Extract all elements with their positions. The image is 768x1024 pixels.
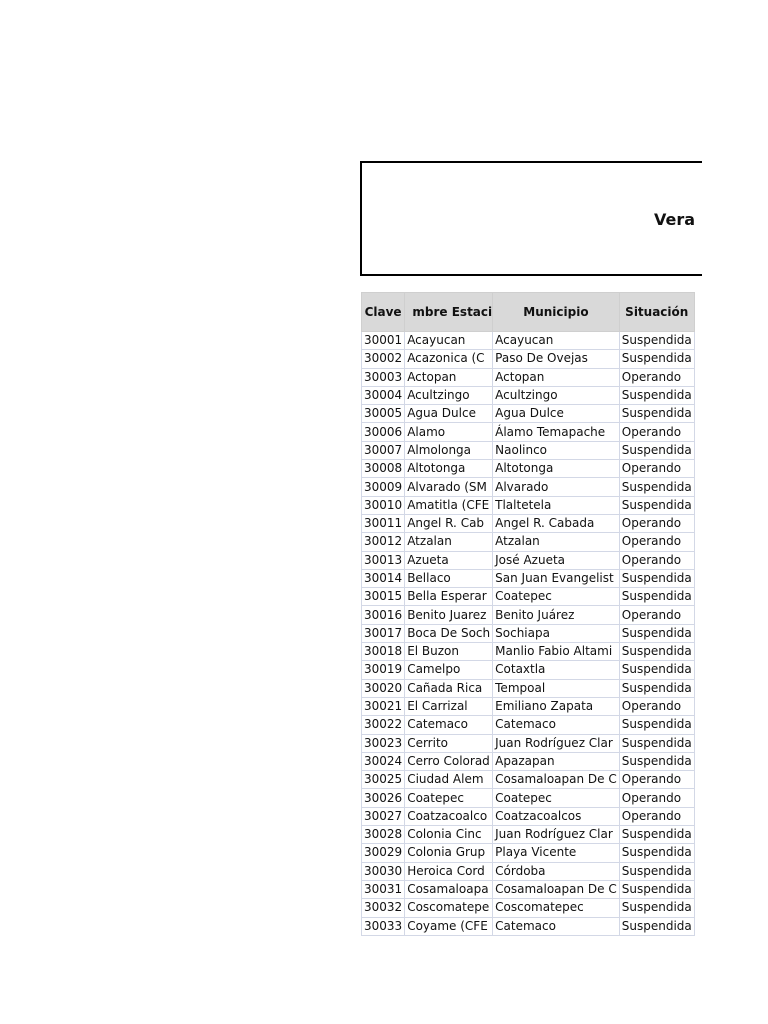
cell-situacion: Suspendida [619, 917, 694, 935]
cell-situacion: Suspendida [619, 496, 694, 514]
cell-nombre-estacion: Cerrito [405, 734, 493, 752]
cell-nombre-estacion: Bella Esperar [405, 588, 493, 606]
table-row [362, 807, 695, 825]
cell-nombre-estacion: Bellaco [405, 569, 493, 587]
cell-municipio: Sochiapa [493, 624, 620, 642]
cell-municipio: Emiliano Zapata [493, 697, 620, 715]
cell-municipio: Actopan [493, 368, 620, 386]
cell-clave: 30015 [362, 588, 405, 606]
cell-situacion: Operando [619, 533, 694, 551]
table-row [362, 386, 695, 404]
cell-nombre-estacion: Acayucan [405, 332, 493, 350]
cell-nombre-estacion: Benito Juarez [405, 606, 493, 624]
cell-municipio: Cotaxtla [493, 661, 620, 679]
cell-nombre-estacion: Coatepec [405, 789, 493, 807]
table-row [362, 350, 695, 368]
cell-clave: 30005 [362, 405, 405, 423]
table-row [362, 441, 695, 459]
cell-municipio: Córdoba [493, 862, 620, 880]
stations-table [361, 292, 695, 936]
cell-clave: 30012 [362, 533, 405, 551]
cell-nombre-estacion: Colonia Grup [405, 844, 493, 862]
cell-nombre-estacion: Cosamaloapa [405, 880, 493, 898]
cell-municipio: Coatepec [493, 789, 620, 807]
cell-nombre-estacion: Heroica Cord [405, 862, 493, 880]
cell-clave: 30033 [362, 917, 405, 935]
cell-situacion: Operando [619, 368, 694, 386]
cell-nombre-estacion: Catemaco [405, 716, 493, 734]
cell-municipio: Coatepec [493, 588, 620, 606]
table-row [362, 880, 695, 898]
cell-situacion: Suspendida [619, 441, 694, 459]
cell-nombre-estacion: Amatitla (CFE [405, 496, 493, 514]
col-header-clave: Clave [362, 293, 405, 332]
cell-clave: 30020 [362, 679, 405, 697]
table-row [362, 697, 695, 715]
cell-municipio: Acultzingo [493, 386, 620, 404]
cell-clave: 30004 [362, 386, 405, 404]
table-row [362, 423, 695, 441]
cell-municipio: Playa Vicente [493, 844, 620, 862]
cell-clave: 30026 [362, 789, 405, 807]
cell-clave: 30002 [362, 350, 405, 368]
title-box [360, 161, 702, 276]
cell-situacion: Operando [619, 807, 694, 825]
cell-situacion: Operando [619, 551, 694, 569]
cell-municipio: Manlio Fabio Altami [493, 643, 620, 661]
col-header-situacion: Situación [619, 293, 694, 332]
cell-nombre-estacion: Almolonga [405, 441, 493, 459]
cell-municipio: Álamo Temapache [493, 423, 620, 441]
table-row [362, 679, 695, 697]
cell-municipio: Benito Juárez [493, 606, 620, 624]
table-row [362, 460, 695, 478]
cell-clave: 30001 [362, 332, 405, 350]
cell-nombre-estacion: Alamo [405, 423, 493, 441]
table-row [362, 716, 695, 734]
table-row [362, 588, 695, 606]
table-row [362, 917, 695, 935]
cell-municipio: Apazapan [493, 752, 620, 770]
table-row [362, 624, 695, 642]
table-row [362, 551, 695, 569]
cell-municipio: Tlaltetela [493, 496, 620, 514]
cell-nombre-estacion: Alvarado (SM [405, 478, 493, 496]
cell-nombre-estacion: Atzalan [405, 533, 493, 551]
cell-situacion: Suspendida [619, 844, 694, 862]
cell-situacion: Suspendida [619, 405, 694, 423]
cell-nombre-estacion: Acazonica (C [405, 350, 493, 368]
cell-nombre-estacion: Boca De Soch [405, 624, 493, 642]
cell-clave: 30027 [362, 807, 405, 825]
cell-situacion: Operando [619, 423, 694, 441]
cell-nombre-estacion: Cerro Colorad [405, 752, 493, 770]
table-row [362, 899, 695, 917]
cell-municipio: Cosamaloapan De C [493, 880, 620, 898]
cell-clave: 30024 [362, 752, 405, 770]
table-row [362, 661, 695, 679]
cell-municipio: Catemaco [493, 917, 620, 935]
cell-clave: 30009 [362, 478, 405, 496]
cell-situacion: Operando [619, 789, 694, 807]
cell-clave: 30019 [362, 661, 405, 679]
cell-clave: 30008 [362, 460, 405, 478]
cell-nombre-estacion: Azueta [405, 551, 493, 569]
cell-situacion: Suspendida [619, 862, 694, 880]
cell-nombre-estacion: Actopan [405, 368, 493, 386]
cell-situacion: Suspendida [619, 569, 694, 587]
cell-situacion: Suspendida [619, 661, 694, 679]
cell-situacion: Suspendida [619, 332, 694, 350]
table-row [362, 496, 695, 514]
cell-situacion: Suspendida [619, 588, 694, 606]
cell-clave: 30016 [362, 606, 405, 624]
table-row [362, 405, 695, 423]
table-header-row [362, 293, 695, 332]
table-row [362, 752, 695, 770]
cell-clave: 30023 [362, 734, 405, 752]
cell-clave: 30018 [362, 643, 405, 661]
cell-municipio: Alvarado [493, 478, 620, 496]
cell-municipio: Juan Rodríguez Clar [493, 826, 620, 844]
cell-nombre-estacion: Coscomatepe [405, 899, 493, 917]
cell-municipio: Atzalan [493, 533, 620, 551]
cell-clave: 30007 [362, 441, 405, 459]
table-row [362, 844, 695, 862]
cell-situacion: Suspendida [619, 899, 694, 917]
cell-municipio: Agua Dulce [493, 405, 620, 423]
cell-situacion: Suspendida [619, 826, 694, 844]
table-body [362, 332, 695, 936]
cell-clave: 30028 [362, 826, 405, 844]
table-row [362, 478, 695, 496]
cell-situacion: Suspendida [619, 386, 694, 404]
cell-municipio: Acayucan [493, 332, 620, 350]
cell-municipio: Catemaco [493, 716, 620, 734]
table-row [362, 332, 695, 350]
cell-nombre-estacion: Ciudad Alem [405, 771, 493, 789]
cell-municipio: Coscomatepec [493, 899, 620, 917]
table-row [362, 826, 695, 844]
cell-situacion: Operando [619, 460, 694, 478]
cell-nombre-estacion: Coyame (CFE [405, 917, 493, 935]
cell-municipio: Coatzacoalcos [493, 807, 620, 825]
table-row [362, 533, 695, 551]
table-row [362, 771, 695, 789]
cell-nombre-estacion: Acultzingo [405, 386, 493, 404]
cell-municipio: Juan Rodríguez Clar [493, 734, 620, 752]
cell-situacion: Suspendida [619, 478, 694, 496]
cell-clave: 30013 [362, 551, 405, 569]
cell-situacion: Suspendida [619, 679, 694, 697]
cell-situacion: Suspendida [619, 624, 694, 642]
cell-situacion: Suspendida [619, 350, 694, 368]
cell-situacion: Suspendida [619, 643, 694, 661]
cell-situacion: Operando [619, 606, 694, 624]
cell-nombre-estacion: Coatzacoalco [405, 807, 493, 825]
cell-nombre-estacion: Camelpo [405, 661, 493, 679]
cell-municipio: José Azueta [493, 551, 620, 569]
cell-situacion: Operando [619, 771, 694, 789]
cell-municipio: Naolinco [493, 441, 620, 459]
cell-situacion: Suspendida [619, 734, 694, 752]
cell-nombre-estacion: Cañada Rica [405, 679, 493, 697]
cell-nombre-estacion: El Carrizal [405, 697, 493, 715]
cell-municipio: San Juan Evangelist [493, 569, 620, 587]
table-row [362, 569, 695, 587]
cell-clave: 30006 [362, 423, 405, 441]
sheet-viewport [360, 0, 696, 1024]
table-row [362, 368, 695, 386]
cell-nombre-estacion: Angel R. Cab [405, 514, 493, 532]
table-row [362, 606, 695, 624]
table-row [362, 789, 695, 807]
page-title: Vera [654, 210, 696, 229]
cell-situacion: Operando [619, 514, 694, 532]
cell-clave: 30029 [362, 844, 405, 862]
cell-clave: 30032 [362, 899, 405, 917]
cell-situacion: Suspendida [619, 752, 694, 770]
cell-nombre-estacion: Altotonga [405, 460, 493, 478]
cell-clave: 30022 [362, 716, 405, 734]
cell-clave: 30031 [362, 880, 405, 898]
cell-clave: 30021 [362, 697, 405, 715]
cell-municipio: Paso De Ovejas [493, 350, 620, 368]
cell-clave: 30014 [362, 569, 405, 587]
table-row [362, 643, 695, 661]
cell-nombre-estacion: Agua Dulce [405, 405, 493, 423]
cell-clave: 30030 [362, 862, 405, 880]
cell-nombre-estacion: El Buzon [405, 643, 493, 661]
cell-clave: 30017 [362, 624, 405, 642]
col-header-nombre-estacion: mbre Estaci [405, 293, 493, 332]
col-header-municipio: Municipio [493, 293, 620, 332]
cell-clave: 30025 [362, 771, 405, 789]
cell-municipio: Altotonga [493, 460, 620, 478]
cell-clave: 30011 [362, 514, 405, 532]
table-row [362, 862, 695, 880]
cell-nombre-estacion: Colonia Cinc [405, 826, 493, 844]
cell-municipio: Cosamaloapan De C [493, 771, 620, 789]
cell-municipio: Tempoal [493, 679, 620, 697]
table-row [362, 514, 695, 532]
cell-municipio: Angel R. Cabada [493, 514, 620, 532]
cell-situacion: Suspendida [619, 716, 694, 734]
cell-clave: 30003 [362, 368, 405, 386]
cell-situacion: Operando [619, 697, 694, 715]
cell-situacion: Suspendida [619, 880, 694, 898]
table-row [362, 734, 695, 752]
cell-clave: 30010 [362, 496, 405, 514]
